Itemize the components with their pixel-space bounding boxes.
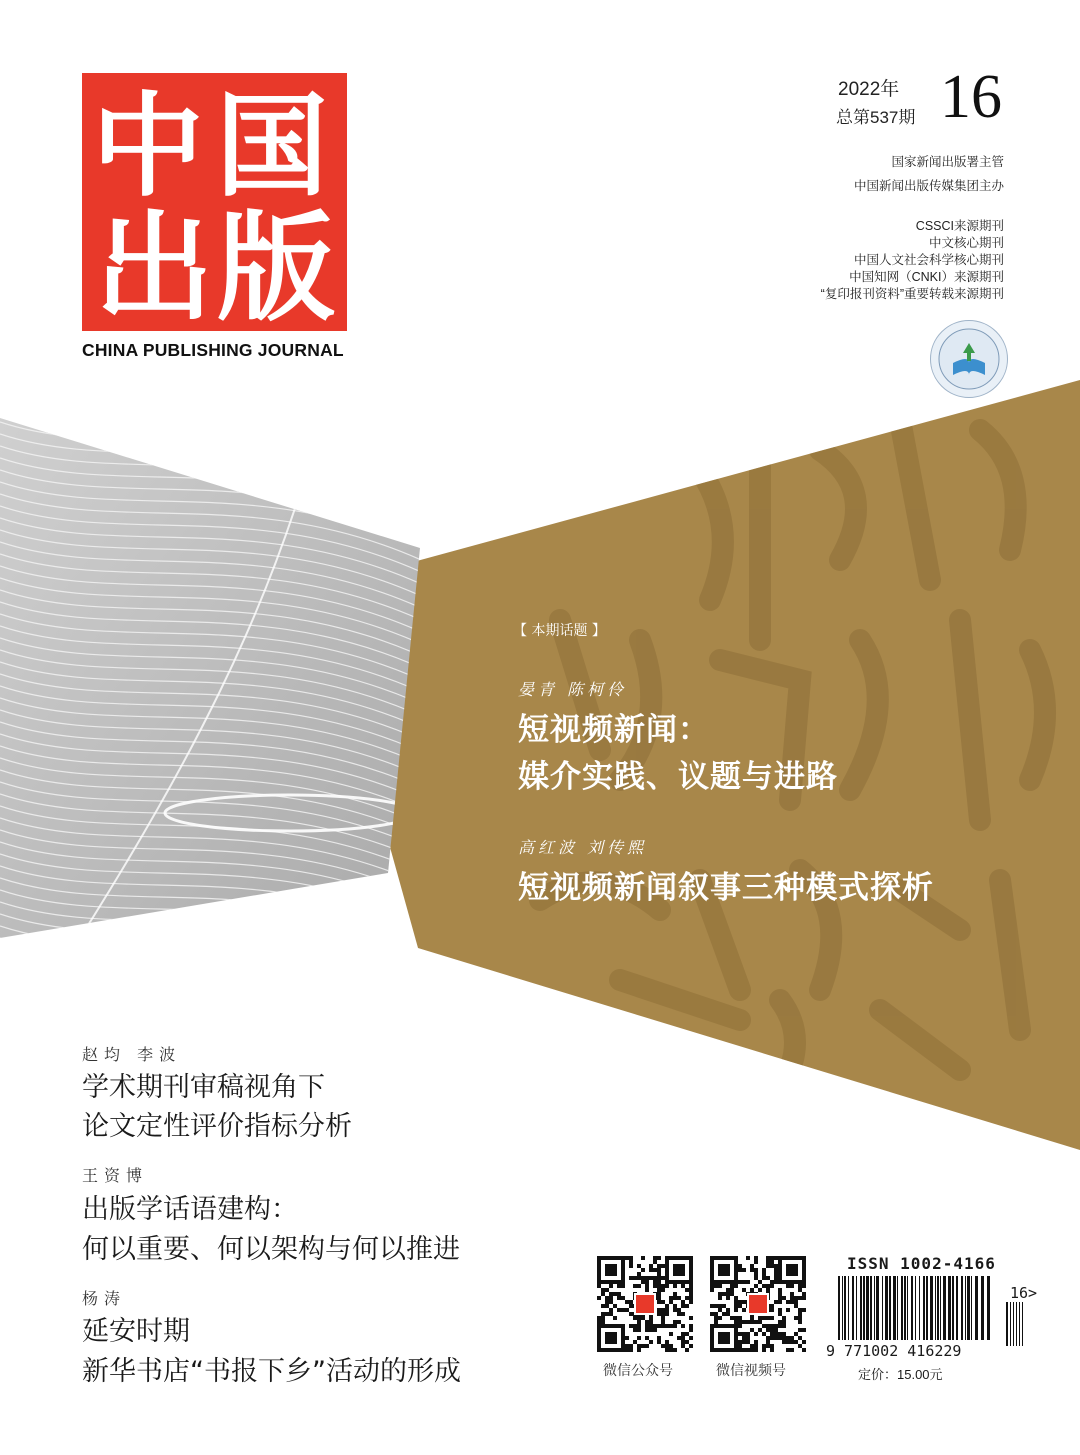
qr-code-icon bbox=[597, 1256, 693, 1352]
issue-year: 2022年 bbox=[838, 79, 900, 100]
logo-char-zhong: 中 bbox=[92, 81, 204, 212]
barcode-digits: 9 771002 416229 bbox=[826, 1342, 962, 1360]
qr-label-official-account: 微信公众号 bbox=[603, 1363, 673, 1379]
article-title-1-line1: 学术期刊审稿视角下 bbox=[82, 1072, 325, 1103]
article-authors-3: 杨涛 bbox=[82, 1289, 127, 1308]
feature-title-2: 短视频新闻叙事三种模式探析 bbox=[518, 870, 934, 906]
article-title-3-line2: 新华书店“书报下乡”活动的形成 bbox=[82, 1356, 461, 1387]
logo-char-guo: 国 bbox=[216, 81, 328, 212]
addon-barcode-icon bbox=[1006, 1302, 1026, 1348]
feature-title-1-line2: 媒介实践、议题与进路 bbox=[518, 759, 838, 795]
barcode-addon: 16> bbox=[1010, 1284, 1038, 1302]
index-humanities: 中国人文社会科学核心期刊 bbox=[853, 253, 1004, 267]
index-reprint: “复印报刊资料”重要转载来源期刊 bbox=[820, 287, 1004, 301]
article-title-3-line1: 延安时期 bbox=[82, 1316, 190, 1347]
logo-char-ban: 版 bbox=[216, 198, 336, 331]
logo-char-chu: 出 bbox=[94, 198, 214, 331]
logo-english: CHINA PUBLISHING JOURNAL bbox=[82, 340, 344, 360]
feature-authors-2: 高红波 刘传熙 bbox=[518, 838, 648, 857]
index-cnki: 中国知网（CNKI）来源期刊 bbox=[849, 270, 1004, 284]
feature-title-1-line1: 短视频新闻： bbox=[518, 712, 710, 748]
logo bbox=[82, 73, 347, 331]
article-title-2-line1: 出版学话语建构： bbox=[82, 1194, 298, 1225]
price: 定价：15.00元 bbox=[858, 1367, 943, 1382]
barcode-icon bbox=[836, 1276, 996, 1344]
book-icon bbox=[931, 321, 1007, 397]
publisher-sponsor: 中国新闻出版传媒集团主办 bbox=[853, 179, 1004, 193]
award-badge bbox=[930, 320, 1008, 398]
wave-graphic bbox=[0, 418, 430, 938]
article-authors-1: 赵均 李波 bbox=[82, 1045, 182, 1064]
article-authors-2: 王资博 bbox=[82, 1166, 149, 1185]
qr-label-video-account: 微信视频号 bbox=[716, 1363, 786, 1379]
feature-authors-1: 晏青 陈柯伶 bbox=[518, 680, 628, 699]
index-cssci: CSSCI来源期刊 bbox=[915, 219, 1004, 233]
article-title-2-line2: 何以重要、何以架构与何以推进 bbox=[82, 1234, 460, 1265]
qr-code-icon bbox=[710, 1256, 806, 1352]
topic-tag: 【 本期话题 】 bbox=[513, 623, 606, 639]
article-title-1-line2: 论文定性评价指标分析 bbox=[82, 1111, 352, 1142]
index-core: 中文核心期刊 bbox=[928, 236, 1004, 250]
issue-number: 16 bbox=[940, 63, 1002, 131]
publisher-supervisor: 国家新闻出版署主管 bbox=[891, 155, 1004, 169]
issn: ISSN 1002-4166 bbox=[847, 1254, 996, 1273]
issue-total: 总第537期 bbox=[836, 108, 916, 127]
